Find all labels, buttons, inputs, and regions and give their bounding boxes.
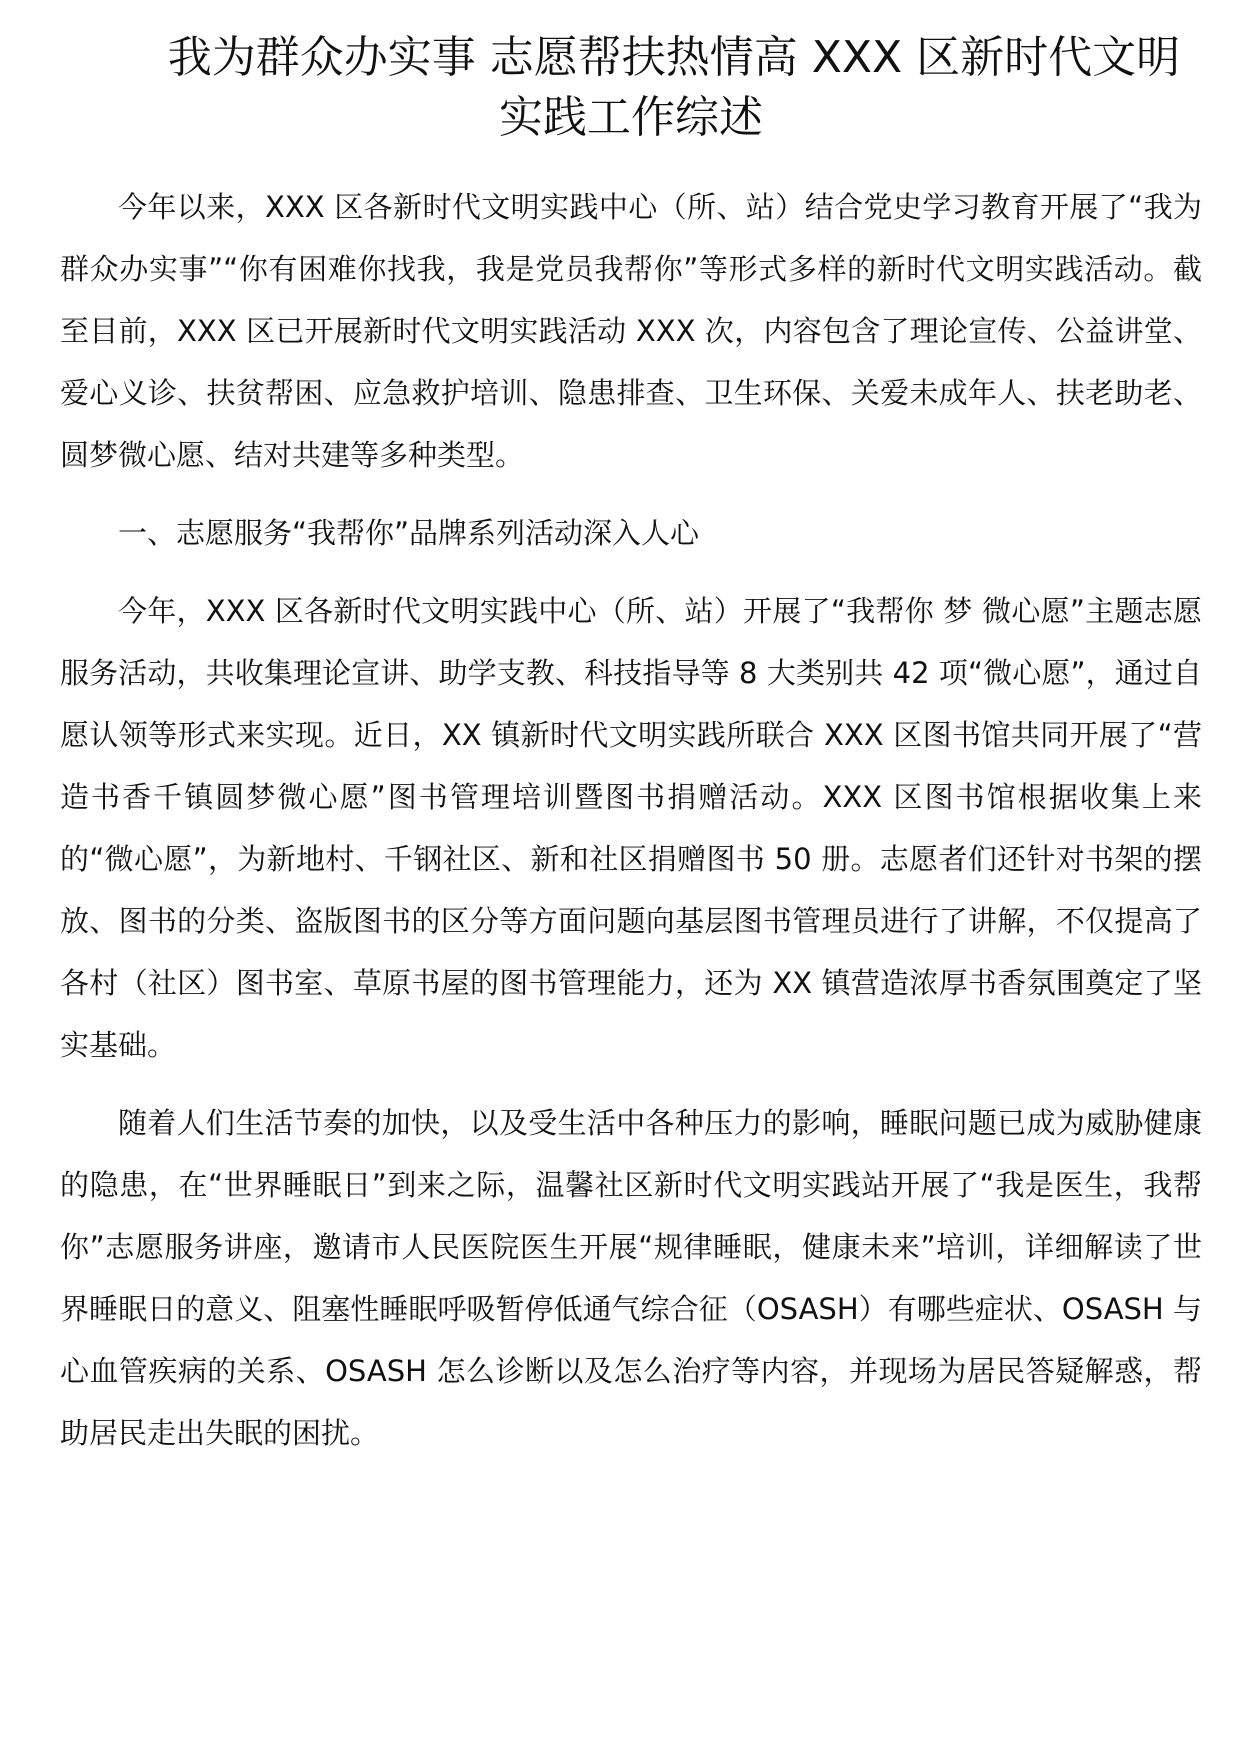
body-paragraph-micro-wish: 今年，XXX 区各新时代文明实践中心（所、站）开展了“我帮你 梦 微心愿”主题志愿服务活动，共收集理论宣讲、助学支教、科技指导等 8 大类别共 42 项“微心愿”，通过自愿认领等形式来实现。近日，XX 镇新时代文明实践所联合 XXX 区图书馆共同开展了“营造书香千镇圆梦微心愿”图书管理培训暨图书捐赠活动。XXX 区图书馆根据收集上来的“微心愿”，为新地村、千钢社区、新和社区捐赠图书 50 册。志愿者们还针对书架的摆放、图书的分类、盗版图书的区分等方面问题向基层图书管理员进行了讲解，不仅提高了各村（社区）图书室、草原书屋的图书管理能力，还为 XX 镇营造浓厚书香氛围奠定了坚实基础。 xyxy=(60,594,1202,1062)
document-title xyxy=(60,28,1202,148)
title-line-1: 我为群众办实事 志愿帮扶热情高 XXX 区新时代文明 xyxy=(167,32,1181,83)
document-page xyxy=(60,28,1202,1464)
section-heading-1: 一、志愿服务“我帮你”品牌系列活动深入人心 xyxy=(118,516,700,550)
body-paragraph-sleep-day: 随着人们生活节奏的加快，以及受生活中各种压力的影响，睡眠问题已成为威胁健康的隐患，在“世界睡眠日”到来之际，温馨社区新时代文明实践站开展了“我是医生，我帮你”志愿服务讲座，邀请市人民医院医生开展“规律睡眠，健康未来”培训，详细解读了世界睡眠日的意义、阻塞性睡眠呼吸暂停低通气综合征（OSASH）有哪些症状、OSASH 与心血管疾病的关系、OSASH 怎么诊断以及怎么治疗等内容，并现场为居民答疑解惑，帮助居民走出失眠的困扰。 xyxy=(60,1106,1202,1450)
intro-paragraph: 今年以来，XXX 区各新时代文明实践中心（所、站）结合党史学习教育开展了“我为群众办实事”“你有困难你找我，我是党员我帮你”等形式多样的新时代文明实践活动。截至目前，XXX 区已开展新时代文明实践活动 XXX 次，内容包含了理论宣传、公益讲堂、爱心义诊、扶贫帮困、应急救护培训、隐患排查、卫生环保、关爱未成年人、扶老助老、圆梦微心愿、结对共建等多种类型。 xyxy=(60,190,1202,472)
title-line-2: 实践工作综述 xyxy=(499,92,763,143)
